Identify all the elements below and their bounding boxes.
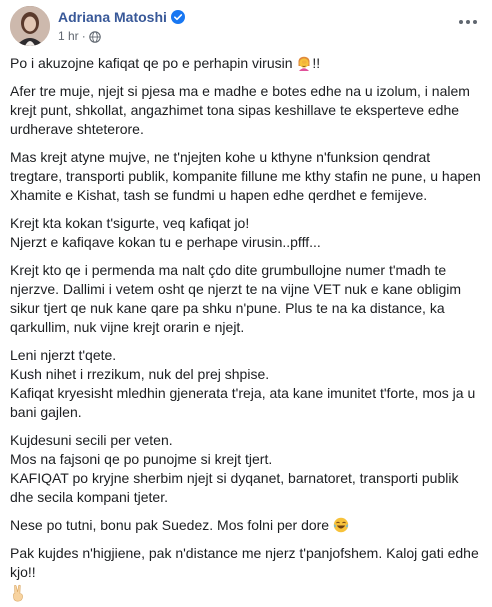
paragraph-text: Po i akuzojne kafiqat qe po e perhapin virusin bbox=[10, 55, 293, 71]
post-paragraph bbox=[10, 54, 482, 73]
post-paragraph: Afer tre muje, njejt si pjesa ma e madhe e botes edhe na u izolum, i nalem krejt punt, shkollat, angazhimet tona sipas keshillave te eksperteve edhe urdherave shteterore. bbox=[10, 83, 470, 137]
paragraph-text: Nese po tutni, bonu pak Suedez. Mos folni per dore bbox=[10, 517, 330, 533]
post-paragraph bbox=[10, 516, 482, 535]
meta-separator: · bbox=[81, 29, 86, 43]
verified-badge-icon bbox=[171, 10, 185, 24]
post-paragraph: Kujdesuni secili per veten. Mos na fajsoni qe po punojme si krejt tjert. KAFIQAT po kryjne sherbim njejt si dyqanet, barnatoret, transporti publik dhe secila kompani tjeter. bbox=[10, 432, 459, 505]
post-timestamp[interactable]: 1 hr bbox=[58, 29, 79, 43]
post-paragraph: Krejt kta kokan t'sigurte, veq kafiqat jo! Njerzt e kafiqave kokan tu e perhape virusin..pfff... bbox=[10, 215, 321, 250]
exclamation-suffix: !! bbox=[312, 55, 321, 71]
victory-hand-emoji bbox=[10, 584, 482, 602]
author-avatar[interactable] bbox=[10, 6, 50, 46]
more-dot bbox=[459, 20, 463, 24]
post-meta bbox=[58, 8, 185, 44]
post-paragraph: Mas krejt atyne mujve, ne t'njejten kohe u kthyne n'funksion qendrat tregtare, transporti publik, kompanite fillune me kthy stafin ne pune, u hapen Xhamite e Kishat, tash se fundmi u hapen edhe qerdhet e femijeve. bbox=[10, 149, 481, 203]
post-paragraph: Leni njerzt t'qete. Kush nihet i rrezikum, nuk del prej shpise. Kafiqat kryesisht mledhin gjenerata t'reja, ata kane imunitet t'forte, mos ja u bani gajlen. bbox=[10, 347, 476, 420]
laughing-face-emoji bbox=[333, 517, 349, 533]
globe-icon[interactable] bbox=[89, 30, 101, 42]
more-dot bbox=[466, 20, 470, 24]
time-row bbox=[58, 28, 185, 44]
post-header bbox=[10, 4, 185, 48]
woman-facepalming-emoji bbox=[296, 55, 312, 71]
author-name[interactable]: Adriana Matoshi bbox=[58, 9, 167, 25]
more-dot bbox=[473, 20, 477, 24]
avatar-photo bbox=[10, 6, 50, 46]
post-paragraph: Pak kujdes n'higjiene, pak n'distance me njerz t'panjofshem. Kaloj gati edhe kjo!! bbox=[10, 545, 479, 580]
post-body bbox=[10, 54, 482, 602]
post-paragraph: Krejt kto qe i permenda ma nalt çdo dite grumbullojne numer t'madh te njerzve. Dallimi i vetem osht qe njerzt te na vijne VET nuk e kane obligim sikur tjert qe nuk kane qare pa shku n'pune. Plus te na ka distance, ka qarkullim, nuk vijne krejt orarin e njejt. bbox=[10, 262, 462, 335]
more-options-icon[interactable] bbox=[456, 12, 480, 32]
author-row bbox=[58, 8, 185, 26]
